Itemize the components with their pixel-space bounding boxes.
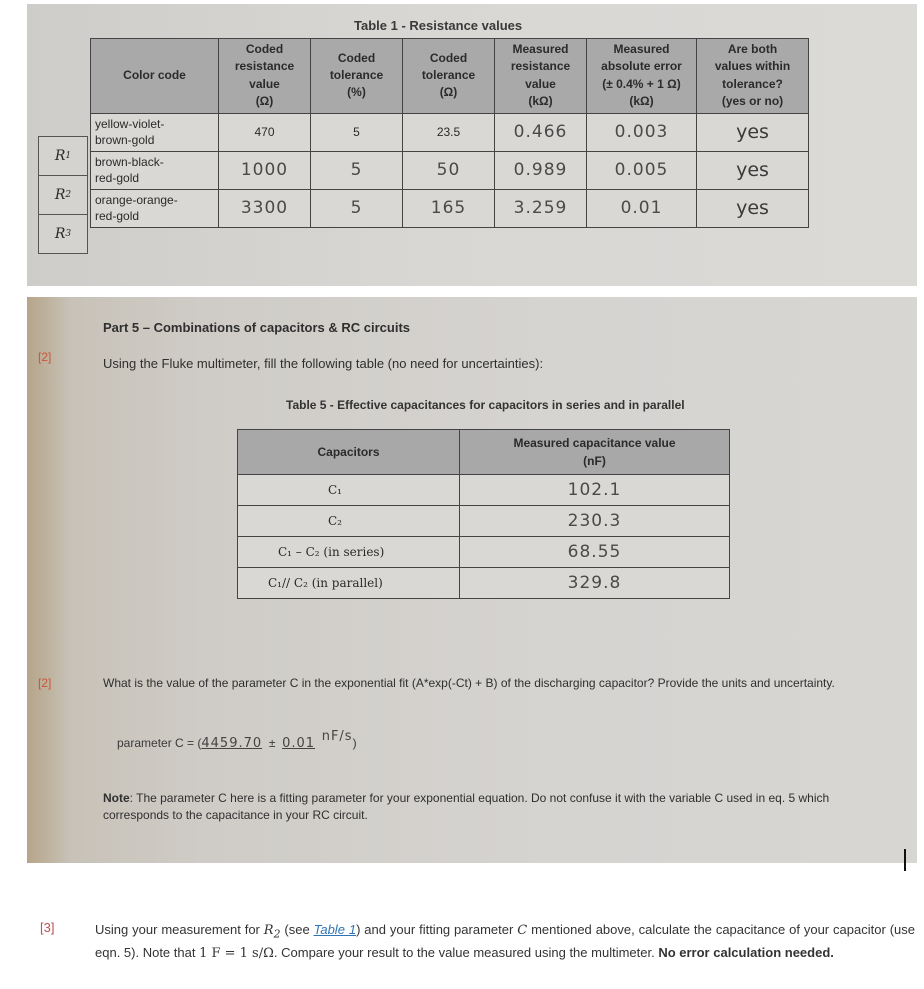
table5-title: Table 5 - Effective capacitances for capacitors in series and in parallel (286, 398, 685, 412)
part5-heading: Part 5 – Combinations of capacitors & RC circuits (103, 320, 411, 335)
cell-measured: 3.259 (495, 189, 587, 227)
points-mark-q2: [2] (38, 676, 52, 690)
header-color-code: Color code (91, 39, 219, 114)
cell-color-code: yellow-violet- brown-gold (91, 113, 219, 151)
cell-error: 0.01 (587, 189, 697, 227)
cell-coded-r: 3300 (219, 189, 311, 227)
param-pm: ± (268, 736, 276, 750)
cell-error: 0.005 (587, 151, 697, 189)
cell-measured: 0.466 (495, 113, 587, 151)
table-row (91, 113, 921, 151)
cell-tol-pct: 5 (311, 113, 403, 151)
capacitance-table (237, 429, 730, 599)
header-capacitors: Capacitors (238, 430, 460, 475)
cell-capacitance: 102.1 (460, 475, 730, 506)
cell-coded-r: 470 (219, 113, 311, 151)
question2-text: What is the value of the parameter C in the exponential fit (A*exp(-Ct) + B) of the discharging capacitor? Provide the units and uncertainty. (103, 676, 835, 690)
table-row (91, 189, 921, 227)
note-paragraph (103, 790, 893, 825)
r2-symbol: $R_2$ (263, 923, 281, 941)
row-label-r1: R 1 (38, 136, 88, 176)
table-row (238, 475, 730, 506)
units-equation: 1 F = 1 s/Ω (199, 946, 274, 962)
points-mark-q3: [3] (40, 920, 55, 935)
text-cursor (904, 849, 906, 871)
table-row (238, 537, 730, 568)
cell-tol-pct: 5 (311, 151, 403, 189)
header-measured-capacitance: Measured capacitance value (nF) (460, 430, 730, 475)
cell-capacitor: C₁ – C₂ (in series) (238, 537, 460, 568)
header-coded-resistance: Coded resistance value (Ω) (219, 39, 311, 114)
table-row (238, 568, 730, 599)
cell-within: yes (697, 151, 809, 189)
param-uncertainty: 0.01 (282, 736, 316, 751)
cell-capacitor: C₁ (238, 475, 460, 506)
table1-link[interactable]: Table 1 (313, 922, 357, 937)
cell-within: yes (697, 189, 809, 227)
no-error-note: No error calculation needed. (658, 945, 834, 961)
cell-coded-r: 1000 (219, 151, 311, 189)
param-suffix: ) (352, 736, 357, 750)
row-label-r2: R 2 (38, 175, 88, 215)
param-prefix: parameter C = ( (117, 736, 202, 750)
header-coded-tolerance-pct: Coded tolerance (%) (311, 39, 403, 114)
cell-tol-ohm: 23.5 (403, 113, 495, 151)
resistance-table (90, 38, 921, 228)
header-coded-tolerance-ohm: Coded tolerance (Ω) (403, 39, 495, 114)
cell-measured: 0.989 (495, 151, 587, 189)
part5-instruction: Using the Fluke multimeter, fill the following table (no need for uncertainties): (103, 356, 544, 371)
note-label: Note (103, 791, 130, 805)
cell-tol-ohm: 165 (403, 189, 495, 227)
parameter-c-answer (117, 729, 357, 751)
cell-within: yes (697, 113, 809, 151)
cell-capacitor: C₂ (238, 506, 460, 537)
param-value: 4459.70 (201, 736, 263, 751)
table-header-row (91, 39, 921, 114)
note-text: : The parameter C here is a fitting parameter for your exponential equation. Do not confuse it with the variable C used in eq. 5 which corresponds to the capacitance in your RC circuit. (103, 791, 830, 823)
header-within-tolerance: Are both values within tolerance? (yes or no) (697, 39, 809, 114)
cell-capacitance: 68.55 (460, 537, 730, 568)
cell-capacitance: 329.8 (460, 568, 730, 599)
table1-title: Table 1 - Resistance values (354, 18, 523, 33)
cell-capacitor: C₁// C₂ (in parallel) (238, 568, 460, 599)
cell-color-code: brown-black- red-gold (91, 151, 219, 189)
table-row (91, 151, 921, 189)
cell-capacitance: 230.3 (460, 506, 730, 537)
points-mark-table5: [2] (38, 350, 52, 364)
cell-color-code: orange-orange- red-gold (91, 189, 219, 227)
cell-tol-ohm: 50 (403, 151, 495, 189)
question3-text: Using your measurement for $R_2$ (see Table 1) and your fitting parameter C mentioned above, calculate the capacitance of your capacitor (use eqn. 5). Note that 1 F = 1 s/Ω. Compare your result to the value measured using the multimeter. No error calculation needed. (95, 922, 915, 962)
header-measured-resistance: Measured resistance value (kΩ) (495, 39, 587, 114)
header-measured-abs-error: Measured absolute error (± 0.4% + 1 Ω) (kΩ) (587, 39, 697, 114)
row-label-r3: R 3 (38, 214, 88, 254)
param-unit: nF/s (321, 729, 353, 744)
table-row (238, 506, 730, 537)
table-header-row (238, 430, 730, 475)
cell-error: 0.003 (587, 113, 697, 151)
cell-tol-pct: 5 (311, 189, 403, 227)
